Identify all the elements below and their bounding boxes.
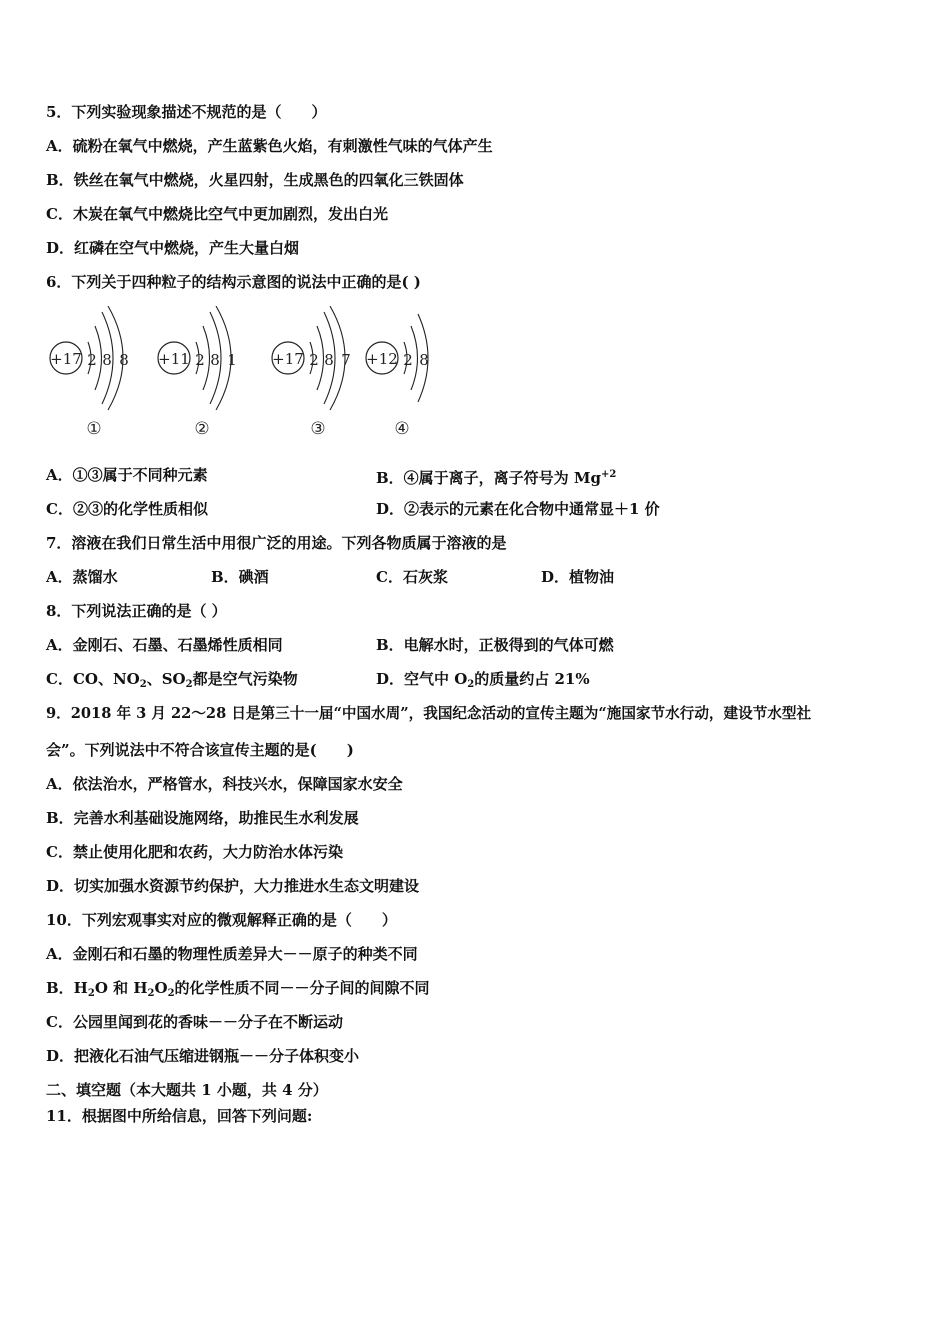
atom-diagram-4 [366,314,429,439]
atom-diagram-3 [272,306,351,439]
q6-option-b-text: B．④属于离子，离子符号为 Mg [376,469,601,487]
q8-option-a: A．金刚石、石墨、石墨烯性质相同 [46,636,283,654]
q10-option-b-sub-3: 2 [167,988,175,999]
q8-option-d-sub: 2 [467,679,475,690]
atom-diagram-1 [50,306,129,439]
q10-option-b-part-3: O [154,979,168,997]
q10-option-c: C．公园里闻到花的香味－－分子在不断运动 [46,1013,343,1031]
q10-stem: 10．下列宏观事实对应的微观解释正确的是（ ） [46,911,397,929]
q9-stem-line-2: 会”。下列说法中不符合该宣传主题的是( ) [46,741,354,759]
q9-option-c: C．禁止使用化肥和农药，大力防治水体污染 [46,843,343,861]
atom-3-shell-2: 8 [324,351,334,369]
atom-3-shell-3: 7 [341,351,351,369]
atom-1-shell-2: 8 [102,351,112,369]
q8-option-c [46,669,298,695]
q6-option-a: A．①③属于不同种元素 [46,466,208,484]
q7-option-a: A．蒸馏水 [46,568,118,586]
q10-option-b-part-2: O 和 H [94,979,148,997]
q10-option-b [46,978,430,1004]
q10-option-b-sub-1: 2 [87,988,95,999]
atom-diagram-2 [158,306,237,439]
q8-option-c-sub-1: 2 [139,679,147,690]
atom-1-shell-1: 2 [87,351,97,369]
atom-2-shell-3: 1 [227,351,237,369]
atom-2-shell-1: 2 [195,351,205,369]
q10-option-a: A．金刚石和石墨的物理性质差异大－－原子的种类不同 [46,945,418,963]
q6-option-d: D．②表示的元素在化合物中通常显＋1 价 [376,500,660,518]
q8-option-c-sub-2: 2 [185,679,193,690]
atom-2-shell-2: 8 [210,351,220,369]
q9-option-b: B．完善水利基础设施网络，助推民生水利发展 [46,809,359,827]
atom-3-shell-1: 2 [309,351,319,369]
atom-4-shell-1: 2 [403,351,413,369]
q10-option-b-part-1: B．H [46,979,88,997]
atom-1-label: ① [86,419,102,439]
atom-1-nucleus: +17 [50,350,82,368]
q7-stem: 7．溶液在我们日常生活中用很广泛的用途。下列各物质属于溶液的是 [46,534,507,552]
atom-3-label: ③ [310,419,326,439]
q6-option-b-charge: +2 [601,469,617,480]
q5-stem: 5．下列实验现象描述不规范的是（ ） [46,103,327,121]
atom-4-nucleus: +12 [366,350,398,368]
q8-option-d-part-2: 的质量约占 21% [474,670,590,688]
q8-stem: 8．下列说法正确的是（ ） [46,602,227,620]
q7-option-c: C．石灰浆 [376,568,448,586]
q5-option-c: C．木炭在氧气中燃烧比空气中更加剧烈，发出白光 [46,205,388,223]
q5-option-b: B．铁丝在氧气中燃烧，火星四射，生成黑色的四氧化三铁固体 [46,171,464,189]
q11-stem: 11．根据图中所给信息，回答下列问题: [46,1107,313,1125]
q9-stem-line-1: 9．2018 年 3 月 22～28 日是第三十一届“中国水周”，我国纪念活动的宣传主题为“施国家节水行动，建设节水型社 [46,705,812,722]
q8-option-d-part-1: D．空气中 O [376,670,468,688]
atom-4-shell-2: 8 [419,351,429,369]
q7-option-d: D．植物油 [541,568,615,586]
q5-option-d: D．红磷在空气中燃烧，产生大量白烟 [46,239,300,257]
q5-option-a: A．硫粉在氧气中燃烧，产生蓝紫色火焰，有刺激性气味的气体产生 [46,137,493,155]
q9-option-d: D．切实加强水资源节约保护，大力推进水生态文明建设 [46,877,420,895]
atom-2-label: ② [194,419,210,439]
atom-2-nucleus: +11 [158,350,190,368]
atom-structure-diagram [44,306,444,442]
q8-option-c-part-3: 都是空气污染物 [192,670,298,688]
q6-option-c: C．②③的化学性质相似 [46,500,208,518]
atom-4-label: ④ [394,419,410,439]
q8-option-d [376,669,590,695]
q8-option-c-part-1: C．CO、NO [46,670,140,688]
atom-1-shell-3: 8 [119,351,129,369]
atom-3-nucleus: +17 [272,350,304,368]
q6-stem: 6．下列关于四种粒子的结构示意图的说法中正确的是( ) [46,273,421,291]
q8-option-b: B．电解水时，正极得到的气体可燃 [376,636,614,654]
q10-option-b-part-4: 的化学性质不同－－分子间的间隙不同 [174,979,430,997]
q6-option-b [376,465,616,488]
q9-option-a: A．依法治水，严格管水，科技兴水，保障国家水安全 [46,775,403,793]
q7-option-b: B．碘酒 [211,568,269,586]
q10-option-d: D．把液化石油气压缩进钢瓶－－分子体积变小 [46,1047,360,1065]
q10-option-b-sub-2: 2 [147,988,155,999]
q8-option-c-part-2: 、SO [146,670,186,688]
section-2-heading: 二、填空题（本大题共 1 小题，共 4 分） [46,1081,328,1099]
